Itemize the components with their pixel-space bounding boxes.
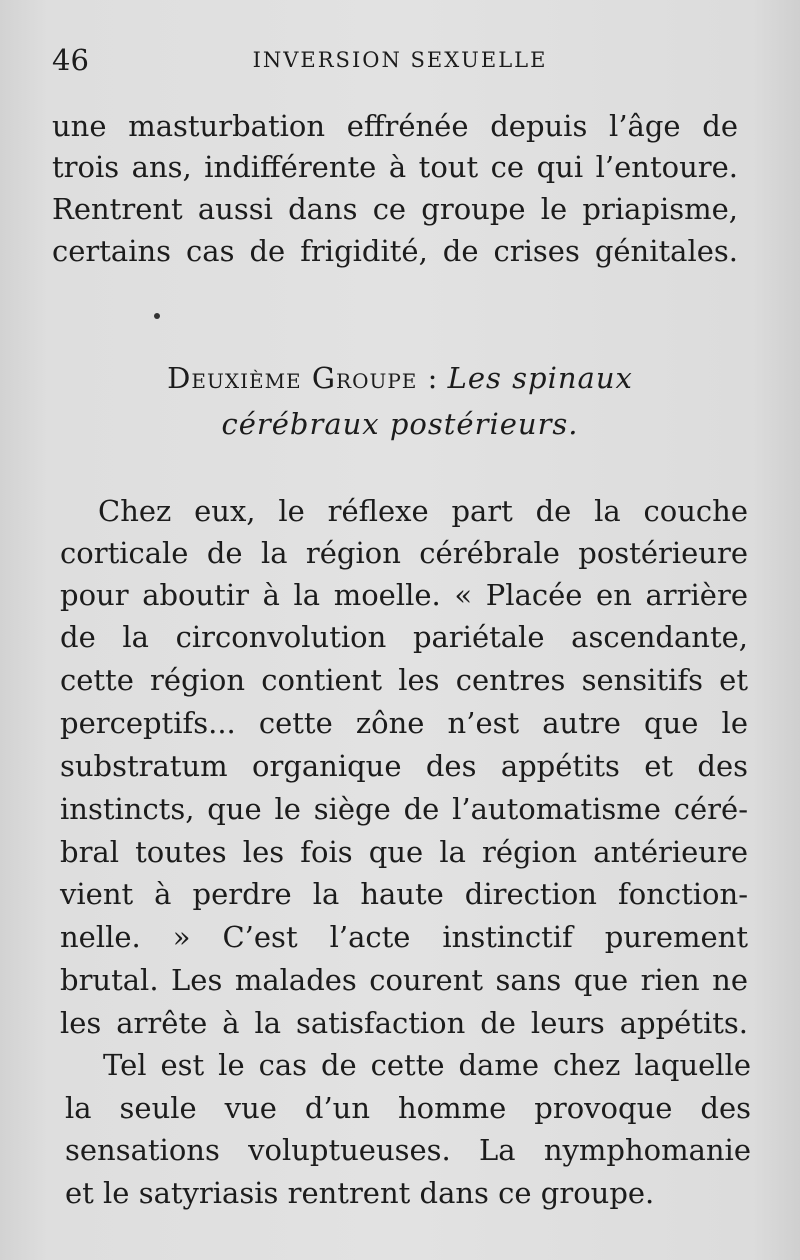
ink-speck: [154, 313, 160, 319]
text-line: corticale de la région cérébrale postérieure: [60, 536, 748, 570]
text-line: pour aboutir à la moelle. « Placée en arrière: [60, 578, 748, 612]
heading-title-part1: Les spinaux: [447, 361, 633, 395]
text-line: substratum organique des appétits et des: [60, 749, 748, 783]
text-line: Chez eux, le réflexe part de la couche: [98, 494, 748, 528]
text-line: trois ans, indifférente à tout ce qui l’entoure.: [52, 150, 738, 184]
text-line: de la circonvolution pariétale ascendante,: [60, 620, 748, 654]
text-line: sensations voluptueuses. La nymphomanie: [65, 1133, 751, 1167]
text-line: Rentrent aussi dans ce groupe le priapisme,: [52, 192, 738, 226]
text-line: vient à perdre la haute direction fonction-: [60, 877, 748, 911]
text-line: et le satyriasis rentrent dans ce groupe.: [65, 1176, 655, 1210]
text-line: certains cas de frigidité, de crises génitales.: [52, 234, 738, 268]
heading-title-part2: cérébraux postérieurs.: [221, 407, 579, 441]
running-title: INVERSION SEXUELLE: [252, 48, 548, 72]
heading-label: Deuxième Groupe :: [167, 361, 439, 395]
heading-line-1: [0, 358, 800, 398]
page-header: [52, 40, 748, 80]
text-line: instincts, que le siège de l’automatisme céré-: [60, 792, 748, 826]
heading-line-2: [0, 404, 800, 444]
text-line: brutal. Les malades courent sans que rien ne: [60, 963, 748, 997]
text-line: une masturbation effrénée depuis l’âge de: [52, 109, 738, 143]
text-line: Tel est le cas de cette dame chez laquelle: [103, 1048, 751, 1082]
text-line: les arrête à la satisfaction de leurs appétits.: [60, 1006, 748, 1040]
text-line: perceptifs... cette zône n’est autre que le: [60, 706, 748, 740]
text-line: nelle. » C’est l’acte instinctif purement: [60, 920, 748, 954]
page-number: 46: [52, 43, 89, 77]
text-line: bral toutes les fois que la région antérieure: [60, 835, 748, 869]
text-line: la seule vue d’un homme provoque des: [65, 1091, 751, 1125]
text-line: cette région contient les centres sensitifs et: [60, 663, 748, 697]
